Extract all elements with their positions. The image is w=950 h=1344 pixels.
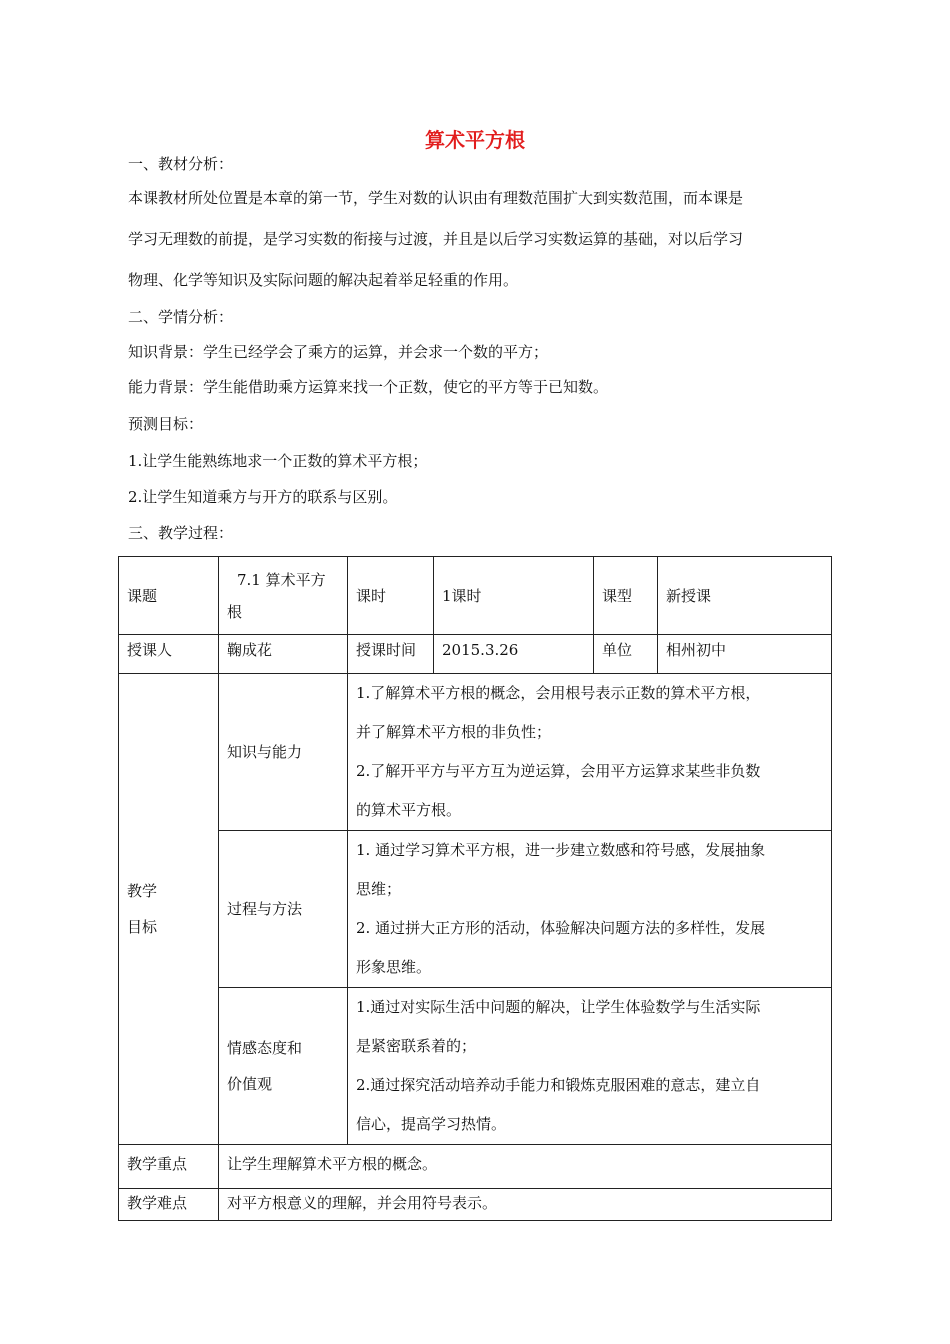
label-unit: 单位 <box>594 635 658 674</box>
topic-cell <box>219 557 348 635</box>
goal-line: 形象思维。 <box>356 958 432 976</box>
label-teacher: 授课人 <box>119 635 219 674</box>
goals-label-line: 目标 <box>127 918 158 936</box>
paragraph-line: 本课教材所处位置是本章的第一节，学生对数的认识由有理数范围扩大到实数范围，而本课是 <box>128 189 744 207</box>
goal-line: 2.通过探究活动培养动手能力和锻炼克服困难的意志，建立自 <box>356 1076 761 1094</box>
hours-value: 1课时 <box>434 557 594 635</box>
paragraph-line: 知识背景：学生已经学会了乘方的运算，并会求一个数的平方； <box>128 343 549 361</box>
topic-line: 7.1 算术平方 <box>237 570 326 589</box>
lesson-type-value: 新授课 <box>658 557 832 635</box>
label-key-point: 教学重点 <box>119 1145 219 1189</box>
difficulty-text: 对平方根意义的理解，并会用符号表示。 <box>219 1189 832 1221</box>
section-heading-textbook: 一、教材分析： <box>128 155 234 173</box>
goal-line: 信心，提高学习热情。 <box>356 1115 507 1133</box>
label-lesson-type: 课型 <box>594 557 658 635</box>
goal-line: 1.了解算术平方根的概念，会用根号表示正数的算术平方根， <box>356 684 761 702</box>
date-value: 2015.3.26 <box>434 635 594 674</box>
label-date: 授课时间 <box>348 635 434 674</box>
table-row-goal-process <box>119 831 832 988</box>
label-knowledge-ability: 知识与能力 <box>219 674 348 831</box>
label-hours: 课时 <box>348 557 434 635</box>
paragraph-line: 预测目标： <box>128 415 204 433</box>
paragraph-line: 物理、化学等知识及实际问题的解决起着举足轻重的作用。 <box>128 271 519 289</box>
emotion-label-line: 价值观 <box>227 1075 273 1093</box>
table-row-difficulty <box>119 1189 832 1221</box>
topic-line: 根 <box>227 602 243 621</box>
unit-value: 相州初中 <box>658 635 832 674</box>
table-row-teacher <box>119 635 832 674</box>
label-topic: 课题 <box>119 557 219 635</box>
label-teaching-goals <box>119 674 219 1145</box>
table-row-key-point <box>119 1145 832 1189</box>
document-title: 算术平方根 <box>425 128 525 152</box>
section-heading-process: 三、教学过程： <box>128 524 234 542</box>
table-row-goal-knowledge <box>119 674 832 831</box>
label-difficulty: 教学难点 <box>119 1189 219 1221</box>
table-row-goal-emotion <box>119 988 832 1145</box>
goal-line: 是紧密联系着的； <box>356 1037 477 1055</box>
section-heading-students: 二、学情分析： <box>128 308 234 326</box>
teacher-value: 鞠成花 <box>219 635 348 674</box>
label-emotion-values <box>219 988 348 1145</box>
paragraph-line: 学习无理数的前提，是学习实数的衔接与过渡，并且是以后学习实数运算的基础，对以后学习 <box>128 230 744 248</box>
goal-line: 思维； <box>356 880 402 898</box>
paragraph-line: 1.让学生能熟练地求一个正数的算术平方根； <box>128 452 428 470</box>
paragraph-line: 能力背景：学生能借助乘方运算来找一个正数，使它的平方等于已知数。 <box>128 378 609 396</box>
lesson-info-table <box>118 556 832 1221</box>
goal-line: 1.通过对实际生活中问题的解决，让学生体验数学与生活实际 <box>356 998 761 1016</box>
key-point-text: 让学生理解算术平方根的概念。 <box>219 1145 832 1189</box>
emotion-label-line: 情感态度和 <box>227 1039 303 1057</box>
label-process-method: 过程与方法 <box>219 831 348 988</box>
goals-label-line: 教学 <box>127 882 158 900</box>
emotion-values-text <box>348 988 832 1145</box>
goal-line: 的算术平方根。 <box>356 801 462 819</box>
goal-line: 2.了解开平方与平方互为逆运算，会用平方运算求某些非负数 <box>356 762 761 780</box>
paragraph-line: 2.让学生知道乘方与开方的联系与区别。 <box>128 488 398 506</box>
goal-line: 1. 通过学习算术平方根，进一步建立数感和符号感，发展抽象 <box>356 841 766 859</box>
goal-line: 2. 通过拼大正方形的活动，体验解决问题方法的多样性，发展 <box>356 919 766 937</box>
table-row-topic <box>119 557 832 635</box>
knowledge-ability-text <box>348 674 832 831</box>
goal-line: 并了解算术平方根的非负性； <box>356 723 552 741</box>
process-method-text <box>348 831 832 988</box>
